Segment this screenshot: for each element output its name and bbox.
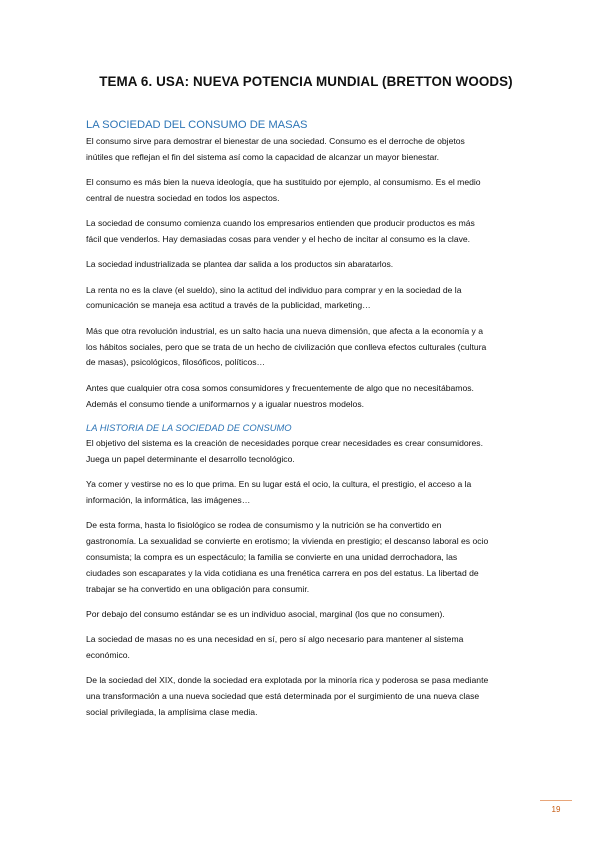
- paragraph: Antes que cualquier otra cosa somos consumidores y frecuentemente de algo que no necesitábamos. Además el consumo tiende a uniformarnos y a igualar nuestros modelos.: [86, 382, 474, 409]
- subsection-heading: LA HISTORIA DE LA SOCIEDAD DE CONSUMO: [86, 421, 292, 433]
- section-heading: LA SOCIEDAD DEL CONSUMO DE MASAS: [86, 119, 308, 131]
- page-number: 19: [551, 805, 561, 814]
- paragraph: La sociedad industrializada se plantea dar salida a los productos sin abaratarlos.: [86, 259, 394, 270]
- paragraph: Más que otra revolución industrial, es un salto hacia una nueva dimensión, que afecta a la economía y a los hábitos sociales, pero que se trata de un hecho de civilización que conlleva efectos culturales (cultura de masas), psicológicos, filosóficos, políticos…: [86, 325, 487, 368]
- paragraph: La sociedad de consumo comienza cuando los empresarios entienden que producir productos es más fácil que venderlos. Hay demasiadas cosas para vender y el hecho de incitar al consumo es la clave.: [86, 218, 475, 245]
- page-number-rule: [540, 800, 572, 801]
- paragraph: La sociedad de masas no es una necesidad en sí, pero sí algo necesario para mantener al sistema económico.: [86, 634, 464, 660]
- paragraph: El consumo es más bien la nueva ideología, que ha sustituido por ejemplo, al consumismo. Es el medio central de nuestra sociedad en todos los aspectos.: [86, 177, 481, 204]
- paragraph: El consumo sirve para demostrar el bienestar de una sociedad. Consumo es el derroche de objetos inútiles que reflejan el fin del sistema así como la capacidad de alcanzar un mayor bienestar.: [86, 136, 465, 162]
- paragraph: Ya comer y vestirse no es lo que prima. En su lugar está el ocio, la cultura, el prestigio, el acceso a la información, la informática, las imágenes…: [86, 478, 472, 505]
- paragraph: El objetivo del sistema es la creación de necesidades porque crear necesidades es crear consumidores. Juega un papel determinante el desarrollo tecnológico.: [86, 437, 483, 464]
- document-body: [86, 119, 490, 730]
- page-title: TEMA 6. USA: NUEVA POTENCIA MUNDIAL (BRETTON WOODS): [99, 74, 513, 89]
- paragraph: De esta forma, hasta lo fisiológico se rodea de consumismo y la nutrición se ha convertido en gastronomía. La sexualidad se convierte en erotismo; la vivienda en prestigio; el descanso laboral es ocio consumista; la compra es un espectáculo; la familia se convierte en una unidad derrochadora, las ciudades son escaparates y la vida cotidiana es una frenética carrera en pos del estatus. La libertad de trabajar se ha convertido en una obligación para consumir.: [86, 519, 489, 594]
- paragraph: De la sociedad del XIX, donde la sociedad era explotada por la minoría rica y poderosa se pasa mediante una transformación a una nueva sociedad que está determinada por el surgimiento de una nueva clase social privilegiada, la amplísima clase media.: [86, 675, 489, 717]
- paragraph: La renta no es la clave (el sueldo), sino la actitud del individuo para comprar y en la sociedad de la comunicación se maneja esa actitud a través de la publicidad, marketing…: [86, 284, 462, 311]
- paragraph: Por debajo del consumo estándar se es un individuo asocial, marginal (los que no consumen).: [86, 608, 445, 619]
